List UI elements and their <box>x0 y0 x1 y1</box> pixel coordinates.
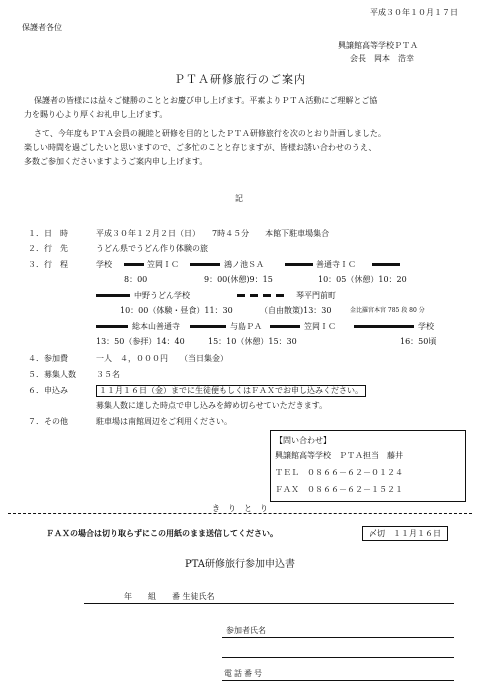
parent-name-line[interactable] <box>222 637 454 638</box>
body-line-5: 多数ご参加くださいますようご案内申し上げます。 <box>24 157 208 166</box>
itinerary-konpira-note: 金比羅宮本宮 785 段 80 分 <box>350 307 425 314</box>
route-line <box>96 325 128 328</box>
item-fee-label: ４．参加費 <box>28 354 68 363</box>
sender-organization: 興譲館高等学校ＰＴＡ <box>338 41 418 50</box>
route-dash <box>237 294 245 297</box>
fax-note: ＦＡＸの場合は切り取らずにこの用紙のまま送信してください。 <box>46 528 278 538</box>
itinerary-nakano-udon: 中野うどん学校 <box>134 291 190 300</box>
itinerary-time-zentsuji: 13：50（参拝）14：40 <box>96 337 185 346</box>
itinerary-time-depart: 8：00 <box>124 275 148 284</box>
recipient: 保護者各位 <box>22 23 62 32</box>
item-date-label: １．日 時 <box>28 229 68 238</box>
body-line-3: さて、今年度もＰＴＡ会員の親睦と研修を目的としたＰＴＡ研修旅行を次のとおり計画しました。 <box>34 129 386 138</box>
item-other-value: 駐車場は南館周辺をご利用ください。 <box>96 417 232 426</box>
item-destination-label: ２．行 先 <box>28 244 68 253</box>
item-other-label: ７．その他 <box>28 417 68 426</box>
itinerary-time-kotohira: （自由散策)13：30 <box>260 306 332 315</box>
itinerary-kasaoka-ic-return: 笠岡ＩＣ <box>304 322 336 331</box>
document-date: 平成３０年１０月１７日 <box>370 8 458 17</box>
sender-name: 会長 岡本 浩幸 <box>350 54 414 63</box>
contact-organization: 興譲館高等学校 ＰＴＡ担当 藤井 <box>275 451 403 460</box>
item-apply-label: ６．申込み <box>28 386 68 395</box>
itinerary-time-yoshima: 15：10（休憩）15：30 <box>208 337 297 346</box>
student-name-line[interactable] <box>84 603 454 604</box>
route-dash <box>276 294 284 297</box>
phone-line[interactable] <box>222 680 454 681</box>
page-title: ＰＴＡ研修旅行のご案内 <box>174 73 306 86</box>
itinerary-konoike-sa: 鴻ノ池ＳＡ <box>224 260 264 269</box>
route-line <box>190 325 226 328</box>
parent-name-line-2[interactable] <box>222 657 454 658</box>
itinerary-zentsuji-temple: 総本山善通寺 <box>132 322 180 331</box>
contact-box <box>270 430 466 502</box>
form-title: PTA研修旅行参加申込書 <box>184 559 296 570</box>
item-fee-value: 一人 ４，０００円 （当日集金） <box>96 354 228 363</box>
body-line-4: 楽しい時間を過ごしたいと思いますので、ご多忙のことと存じますが、皆様お誘い合わせのうえ、 <box>24 143 377 152</box>
contact-heading: 【問い合わせ】 <box>275 436 331 445</box>
itinerary-time-konoike: 10：05（休憩）10：20 <box>318 275 407 284</box>
phone-label: 電話番号 <box>224 669 264 678</box>
route-dash <box>250 294 258 297</box>
cut-label <box>0 503 480 514</box>
itinerary-time-arrival: 16：50頃 <box>400 337 437 346</box>
route-line <box>270 325 300 328</box>
item-itinerary-label: ３．行 程 <box>28 260 68 269</box>
itinerary-school-return: 学校 <box>418 322 434 331</box>
parent-name-label: 参加者氏名 <box>226 626 266 635</box>
item-apply-value: １１月１６日（金）までに生徒便もしくはＦＡＸでお申し込みください。 <box>96 385 366 397</box>
item-capacity-label: ５．募集人数 <box>28 370 76 379</box>
route-line <box>285 263 313 266</box>
contact-fax: ＦＡＸ ０８６６－６２－１５２１ <box>275 485 403 494</box>
route-line <box>190 263 220 266</box>
route-line <box>354 325 414 328</box>
route-line <box>96 294 130 297</box>
itinerary-school-start: 学校 <box>96 260 112 269</box>
body-line-2: 力を賜り心より厚くお礼申し上げます。 <box>24 110 168 119</box>
body-line-1: 保護者の皆様には益々ご健勝のこととお慶び申し上げます。平素よりＰＴＡ活動にご理解とご協 <box>34 96 378 105</box>
itinerary-zentsuji-ic: 善通寺ＩＣ <box>316 260 356 269</box>
ki-heading: 記 <box>235 194 243 203</box>
item-apply-note: 募集人数に達した時点で申し込みを締め切らせていただきます。 <box>96 401 328 410</box>
itinerary-time-kasaoka: 9：00(休憩)9：15 <box>204 275 273 284</box>
item-capacity-value: ３５名 <box>96 370 120 379</box>
route-dash <box>263 294 271 297</box>
itinerary-yoshima-pa: 与島ＰＡ <box>230 322 262 331</box>
deadline-box: 〆切 １１月１６日 <box>362 526 448 541</box>
item-date-value: 平成３０年１２月２日（日） 7時４５分 本館下駐車場集合 <box>96 229 330 238</box>
student-name-label: 年 組 番 生徒氏名 <box>124 592 215 601</box>
itinerary-time-udon: 10：00（体験・昼食）11：30 <box>120 306 233 315</box>
contact-tel: ＴＥＬ ０８６６－６２－０１２４ <box>275 468 403 477</box>
itinerary-kasaoka-ic: 笠岡ＩＣ <box>147 260 179 269</box>
route-line <box>372 263 400 266</box>
item-destination-value: うどん県でうどん作り体験の旅 <box>96 244 208 253</box>
cut-label-text: き り と り <box>208 504 272 513</box>
itinerary-kotohira: 琴平門前町 <box>296 291 336 300</box>
route-line <box>124 263 144 266</box>
